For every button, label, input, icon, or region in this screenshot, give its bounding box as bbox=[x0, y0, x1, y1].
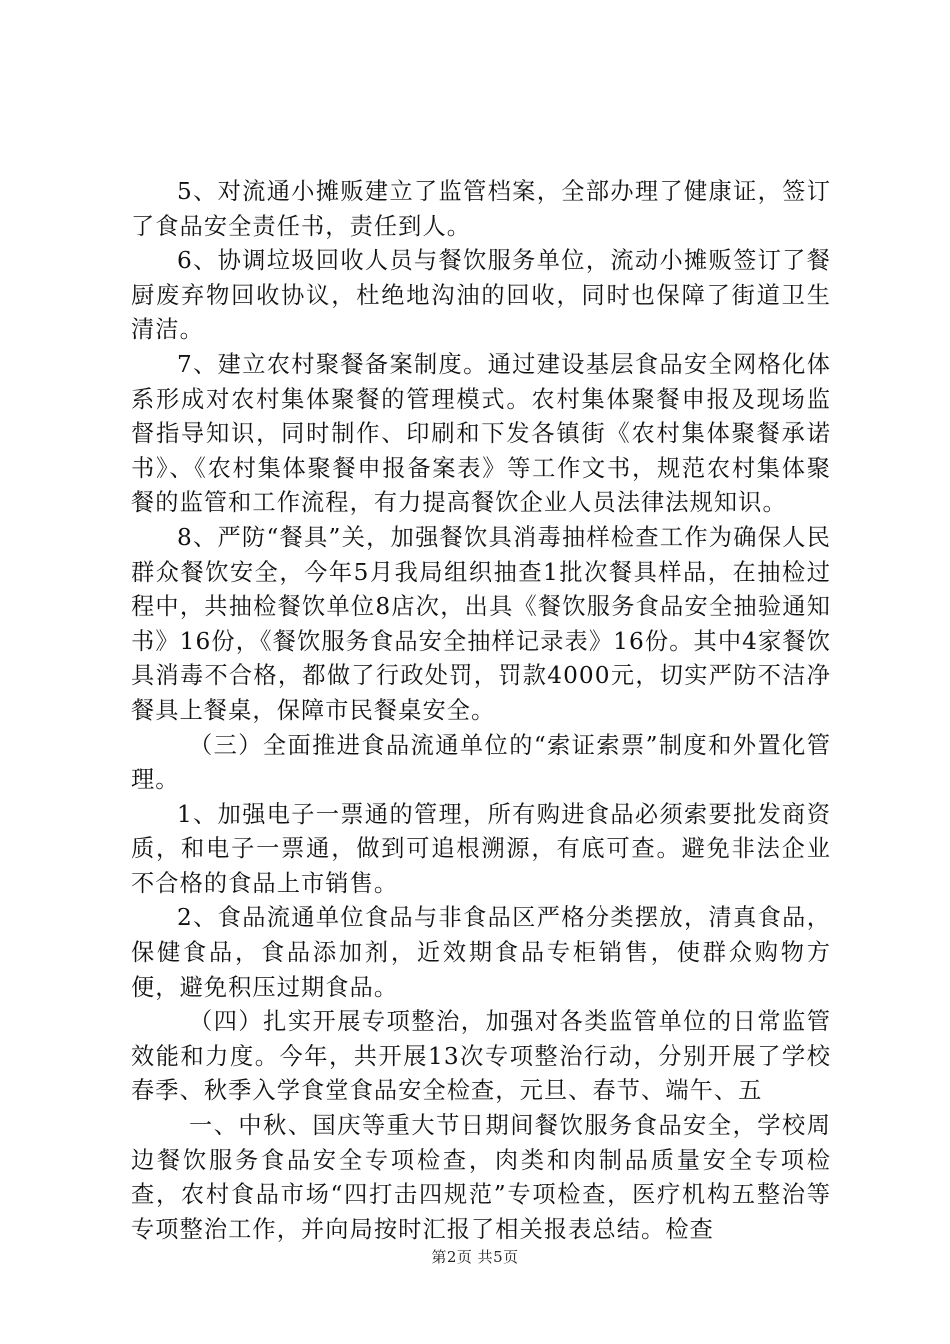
page-number-footer: 第2页 共5页 bbox=[431, 1248, 519, 1266]
section-heading-4: （四）扎实开展专项整治，加强对各类监管单位的日常监管效能和力度。今年，共开展13次专项整治行动，分别开展了学校春季、秋季入学食堂食品安全检查，元旦、春节、端午、五 bbox=[131, 1008, 831, 1105]
paragraph-subitem-2: 2、食品流通单位食品与非食品区严格分类摆放，清真食品，保健食品，食品添加剂，近效期食品专柜销售，使群众购物方便，避免积压过期食品。 bbox=[131, 904, 831, 1001]
section-heading-3: （三）全面推进食品流通单位的“索证索票”制度和外置化管理。 bbox=[131, 731, 831, 794]
paragraph-item-7: 7、建立农村聚餐备案制度。通过建设基层食品安全网格化体系形成对农村集体聚餐的管理模式。农村集体聚餐申报及现场监督指导知识，同时制作、印刷和下发各镇街《农村集体聚餐承诺书》、《农村集体聚餐申报备案表》等工作文书，规范农村集体聚餐的监管和工作流程，有力提高餐饮企业人员法律法规知识。 bbox=[131, 350, 831, 517]
paragraph-item-5: 5、对流通小摊贩建立了监管档案，全部办理了健康证，签订了食品安全责任书，责任到人。 bbox=[131, 178, 831, 240]
paragraph-subitem-1: 1、加强电子一票通的管理，所有购进食品必须索要批发商资质，和电子一票通，做到可追根溯源，有底可查。避免非法企业不合格的食品上市销售。 bbox=[131, 800, 831, 897]
document-body bbox=[131, 175, 831, 1247]
paragraph-item-6: 6、协调垃圾回收人员与餐饮服务单位，流动小摊贩签订了餐厨废弃物回收协议，杜绝地沟油的回收，同时也保障了街道卫生清洁。 bbox=[131, 247, 831, 344]
paragraph-item-8: 8、严防“餐具”关，加强餐饮具消毒抽样检查工作为确保人民群众餐饮安全，今年5月我局组织抽查1批次餐具样品，在抽检过程中，共抽检餐饮单位8店次，出具《餐饮服务食品安全抽验通知书》16份，《餐饮服务食品安全抽样记录表》16份。其中4家餐饮具消毒不合格，都做了行政处罚，罚款4000元，切实严防不洁净餐具上餐桌，保障市民餐桌安全。 bbox=[131, 523, 831, 724]
paragraph-continuation: 一、中秋、国庆等重大节日期间餐饮服务食品安全，学校周边餐饮服务食品安全专项检查，肉类和肉制品质量安全专项检查，农村食品市场“四打击四规范”专项检查，医疗机构五整治等专项整治工作，并向局按时汇报了相关报表总结。检查 bbox=[131, 1112, 831, 1243]
